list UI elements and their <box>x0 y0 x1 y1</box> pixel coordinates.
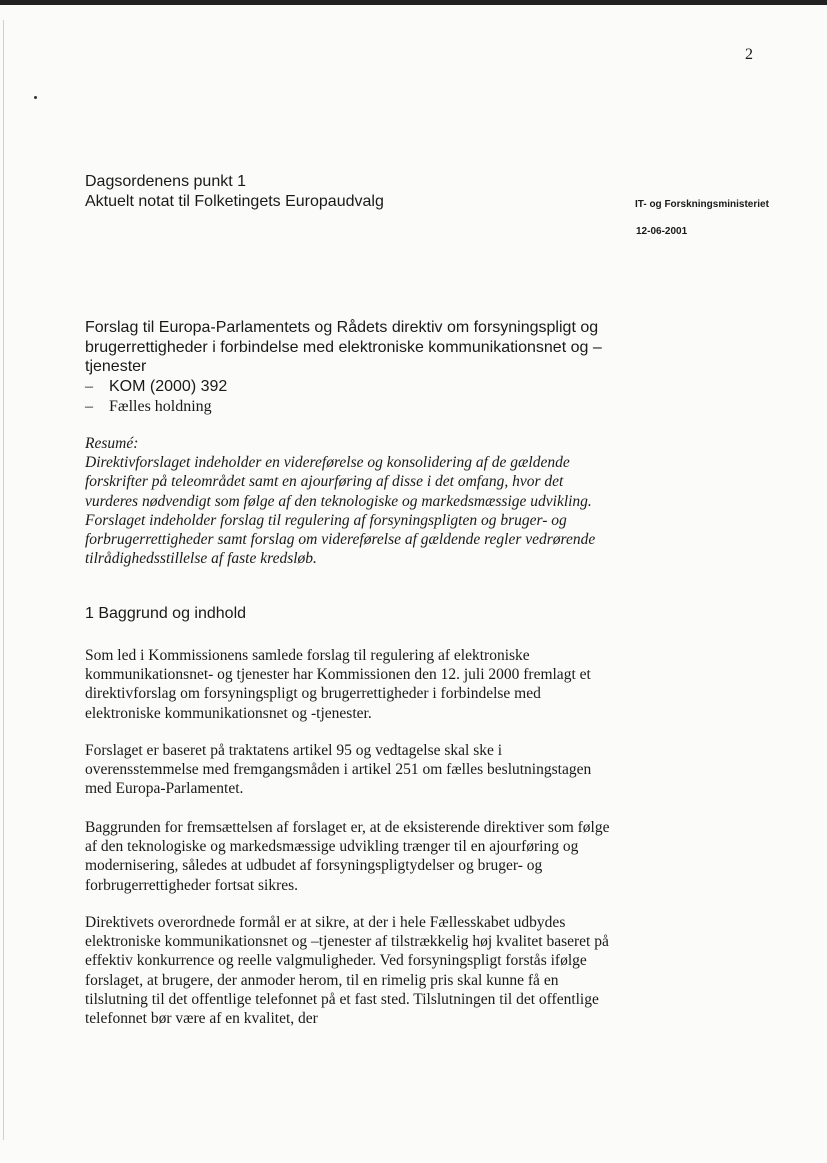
reference-item-text: Fælles holdning <box>109 398 212 415</box>
resume-label: Resumé: <box>85 435 139 452</box>
ministry-name: IT- og Forskningsministeriet <box>635 199 769 210</box>
document-date: 12-06-2001 <box>636 226 688 237</box>
agenda-note-title: Aktuelt notat til Folketingets Europaudvalg <box>85 193 384 210</box>
agenda-header <box>85 172 384 212</box>
section-heading: 1 Baggrund og indhold <box>85 605 247 622</box>
reference-item <box>85 397 227 417</box>
resume-text: Direktivforslaget indeholder en videreførelse og konsolidering af de gældende forskrifter på teleområdet samt en ajourføring af disse i det omfang, hvor det vurderes nødvendigt som følge af den teknologiske og markedsmæssige udvikling. Forslaget indeholder forslag til regulering af forsyningspligten og bruger- og forbrugerrettigheder samt forslag om videreførelse af gældende regler vedrørende tilrådighedsstillelse af faste kredsløb. <box>85 454 596 568</box>
scan-speck <box>34 96 37 99</box>
body-paragraph: Baggrunden for fremsættelsen af forslaget er, at de eksisterende direktiver som følge af den teknologiske og markedsmæssige udvikling trænger til en ajourføring og modernisering, således at udbudet af forsyningspligtydelser og bruger- og forbrugerrettigheder fortsat sikres. <box>85 819 610 894</box>
proposal-title: Forslag til Europa-Parlamentets og Rådets direktiv om forsyningspligt og brugerrettigheder i forbindelse med elektroniske kommunikationsnet og – tjenester <box>85 319 602 375</box>
page-number: 2 <box>745 46 753 63</box>
body-paragraph: Direktivets overordnede formål er at sikre, at der i hele Fællesskabet udbydes elektroniske kommunikationsnet og –tjenester af tilstrækkelig høj kvalitet baseret på effektiv konkurrence og reelle valgmuligheder. Ved forsyningspligt forstås ifølge forslaget, at brugere, der anmoder herom, til en rimelig pris skal kunne få en tilslutning til det offentlige telefonnet på et fast sted. Tilslutningen til det offentlige telefonnet bør være af en kvalitet, der <box>85 914 609 1028</box>
body-paragraph: Som led i Kommissionens samlede forslag til regulering af elektroniske kommunikationsnet- og tjenester har Kommissionen den 12. juli 2000 fremlagt et direktivforslag om forsyningspligt og brugerrettigheder i forbindelse med elektroniske kommunikationsnet og -tjenester. <box>85 647 591 722</box>
resume-block <box>85 434 605 568</box>
reference-list <box>85 377 227 417</box>
page-top-border <box>0 0 827 5</box>
dash-bullet: – <box>85 378 93 395</box>
scan-left-edge <box>3 20 4 1140</box>
agenda-point: Dagsordenens punkt 1 <box>85 173 246 190</box>
reference-item <box>85 377 227 397</box>
dash-bullet: – <box>85 398 93 415</box>
reference-item-text: KOM (2000) 392 <box>109 378 228 395</box>
body-paragraph: Forslaget er baseret på traktatens artikel 95 og vedtagelse skal ske i overensstemmelse med fremgangsmåden i artikel 251 om fælles beslutningstagen med Europa-Parlamentet. <box>85 742 592 798</box>
